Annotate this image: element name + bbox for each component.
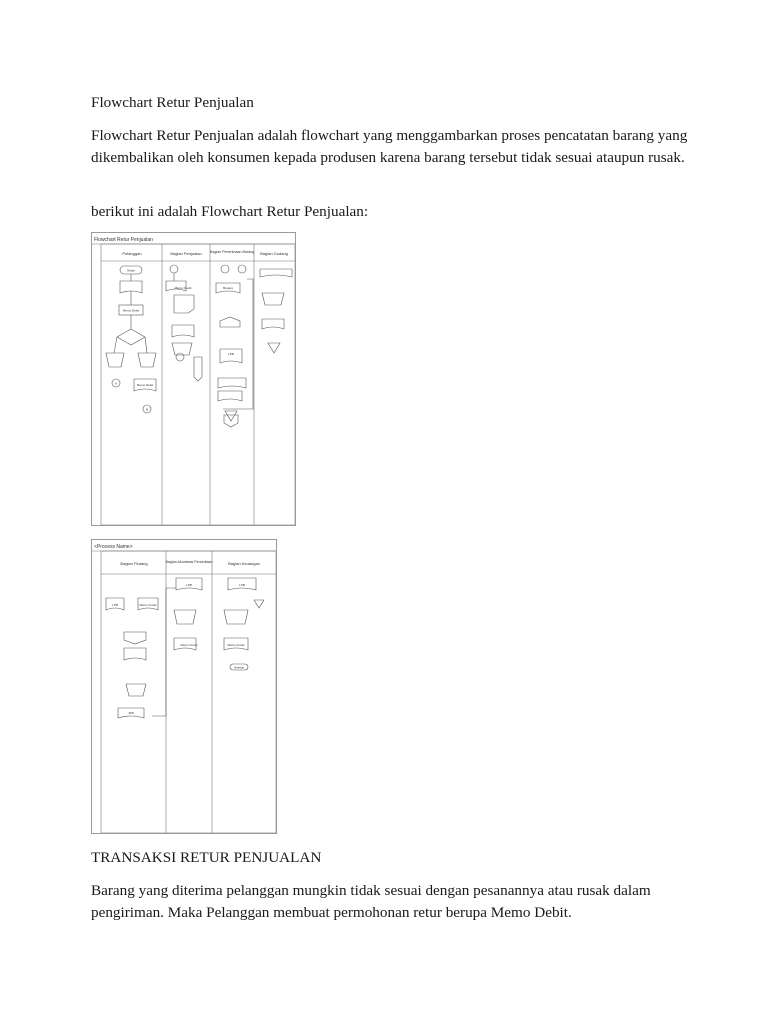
fig1-connector-b: B <box>145 407 149 412</box>
fig2-jpr-label: JPR <box>128 711 134 715</box>
section-paragraph: Barang yang diterima pelanggan mungkin tidak sesuai dengan pesanannya atau rusak dalam pengiriman. Maka Pelanggan membuat permohonan retur berupa Memo Debit. <box>91 882 651 921</box>
fig1-connector-a: A <box>114 381 118 386</box>
figure2-title: <Process Name> <box>94 544 133 550</box>
lead-paragraph: berikut ini adalah Flowchart Retur Penjualan: <box>91 203 369 220</box>
fig1-lpb-label: LPB <box>228 352 234 356</box>
fig2-memo-kredit-label-2: Memo Kredit <box>180 643 198 647</box>
fig2-lpb-label-2: LPB <box>186 583 192 587</box>
fig1-memo-debit-label: Memo Debit <box>122 308 140 313</box>
lane-bagian-gudang: Bagian Gudang <box>260 251 288 256</box>
fig1-start-label: Mulai <box>127 268 135 273</box>
flowchart-figure-2 <box>91 539 277 834</box>
figure1-title: Flowchart Retur Penjualan <box>94 237 153 243</box>
fig2-selesai-label: Selesai <box>234 665 244 670</box>
fig2-lpb-label-3: LPB <box>239 583 245 587</box>
lane-pelanggan: Pelanggan <box>122 251 142 256</box>
lane-bagian-penjualan: Bagian Penjualan <box>170 251 202 256</box>
document-title: Flowchart Retur Penjualan <box>91 94 254 111</box>
fig2-memo-kredit-label-3: Memo Kredit <box>227 643 245 647</box>
lane-bagian-keuangan: Bagian Keuangan <box>228 561 260 566</box>
intro-paragraph: Flowchart Retur Penjualan adalah flowchart yang menggambarkan proses pencatatan barang yang dikembalikan oleh konsumen kepada produsen karena barang tersebut tidak sesuai ataupun rusak. <box>91 127 688 166</box>
fig1-memo-kredit-label: Memo Kredit <box>174 286 192 290</box>
fig1-memo-debit-label-2: Memo Debit <box>136 383 154 387</box>
fig1-barang-label: Barang <box>223 286 233 290</box>
section-heading: TRANSAKSI RETUR PENJUALAN <box>91 849 322 866</box>
lane-bagian-penerimaan: Bagian Penerimaan Barang <box>209 250 255 254</box>
lane-bagian-piutang: Bagian Piutang <box>120 561 148 566</box>
flowchart-figure-1 <box>91 232 296 526</box>
fig2-lpb-label: LPB <box>112 603 118 607</box>
fig2-memo-kredit-label: Memo Kredit <box>139 603 157 607</box>
lane-bagian-akuntansi: Bagian Akuntansi Persediaan <box>165 560 213 564</box>
